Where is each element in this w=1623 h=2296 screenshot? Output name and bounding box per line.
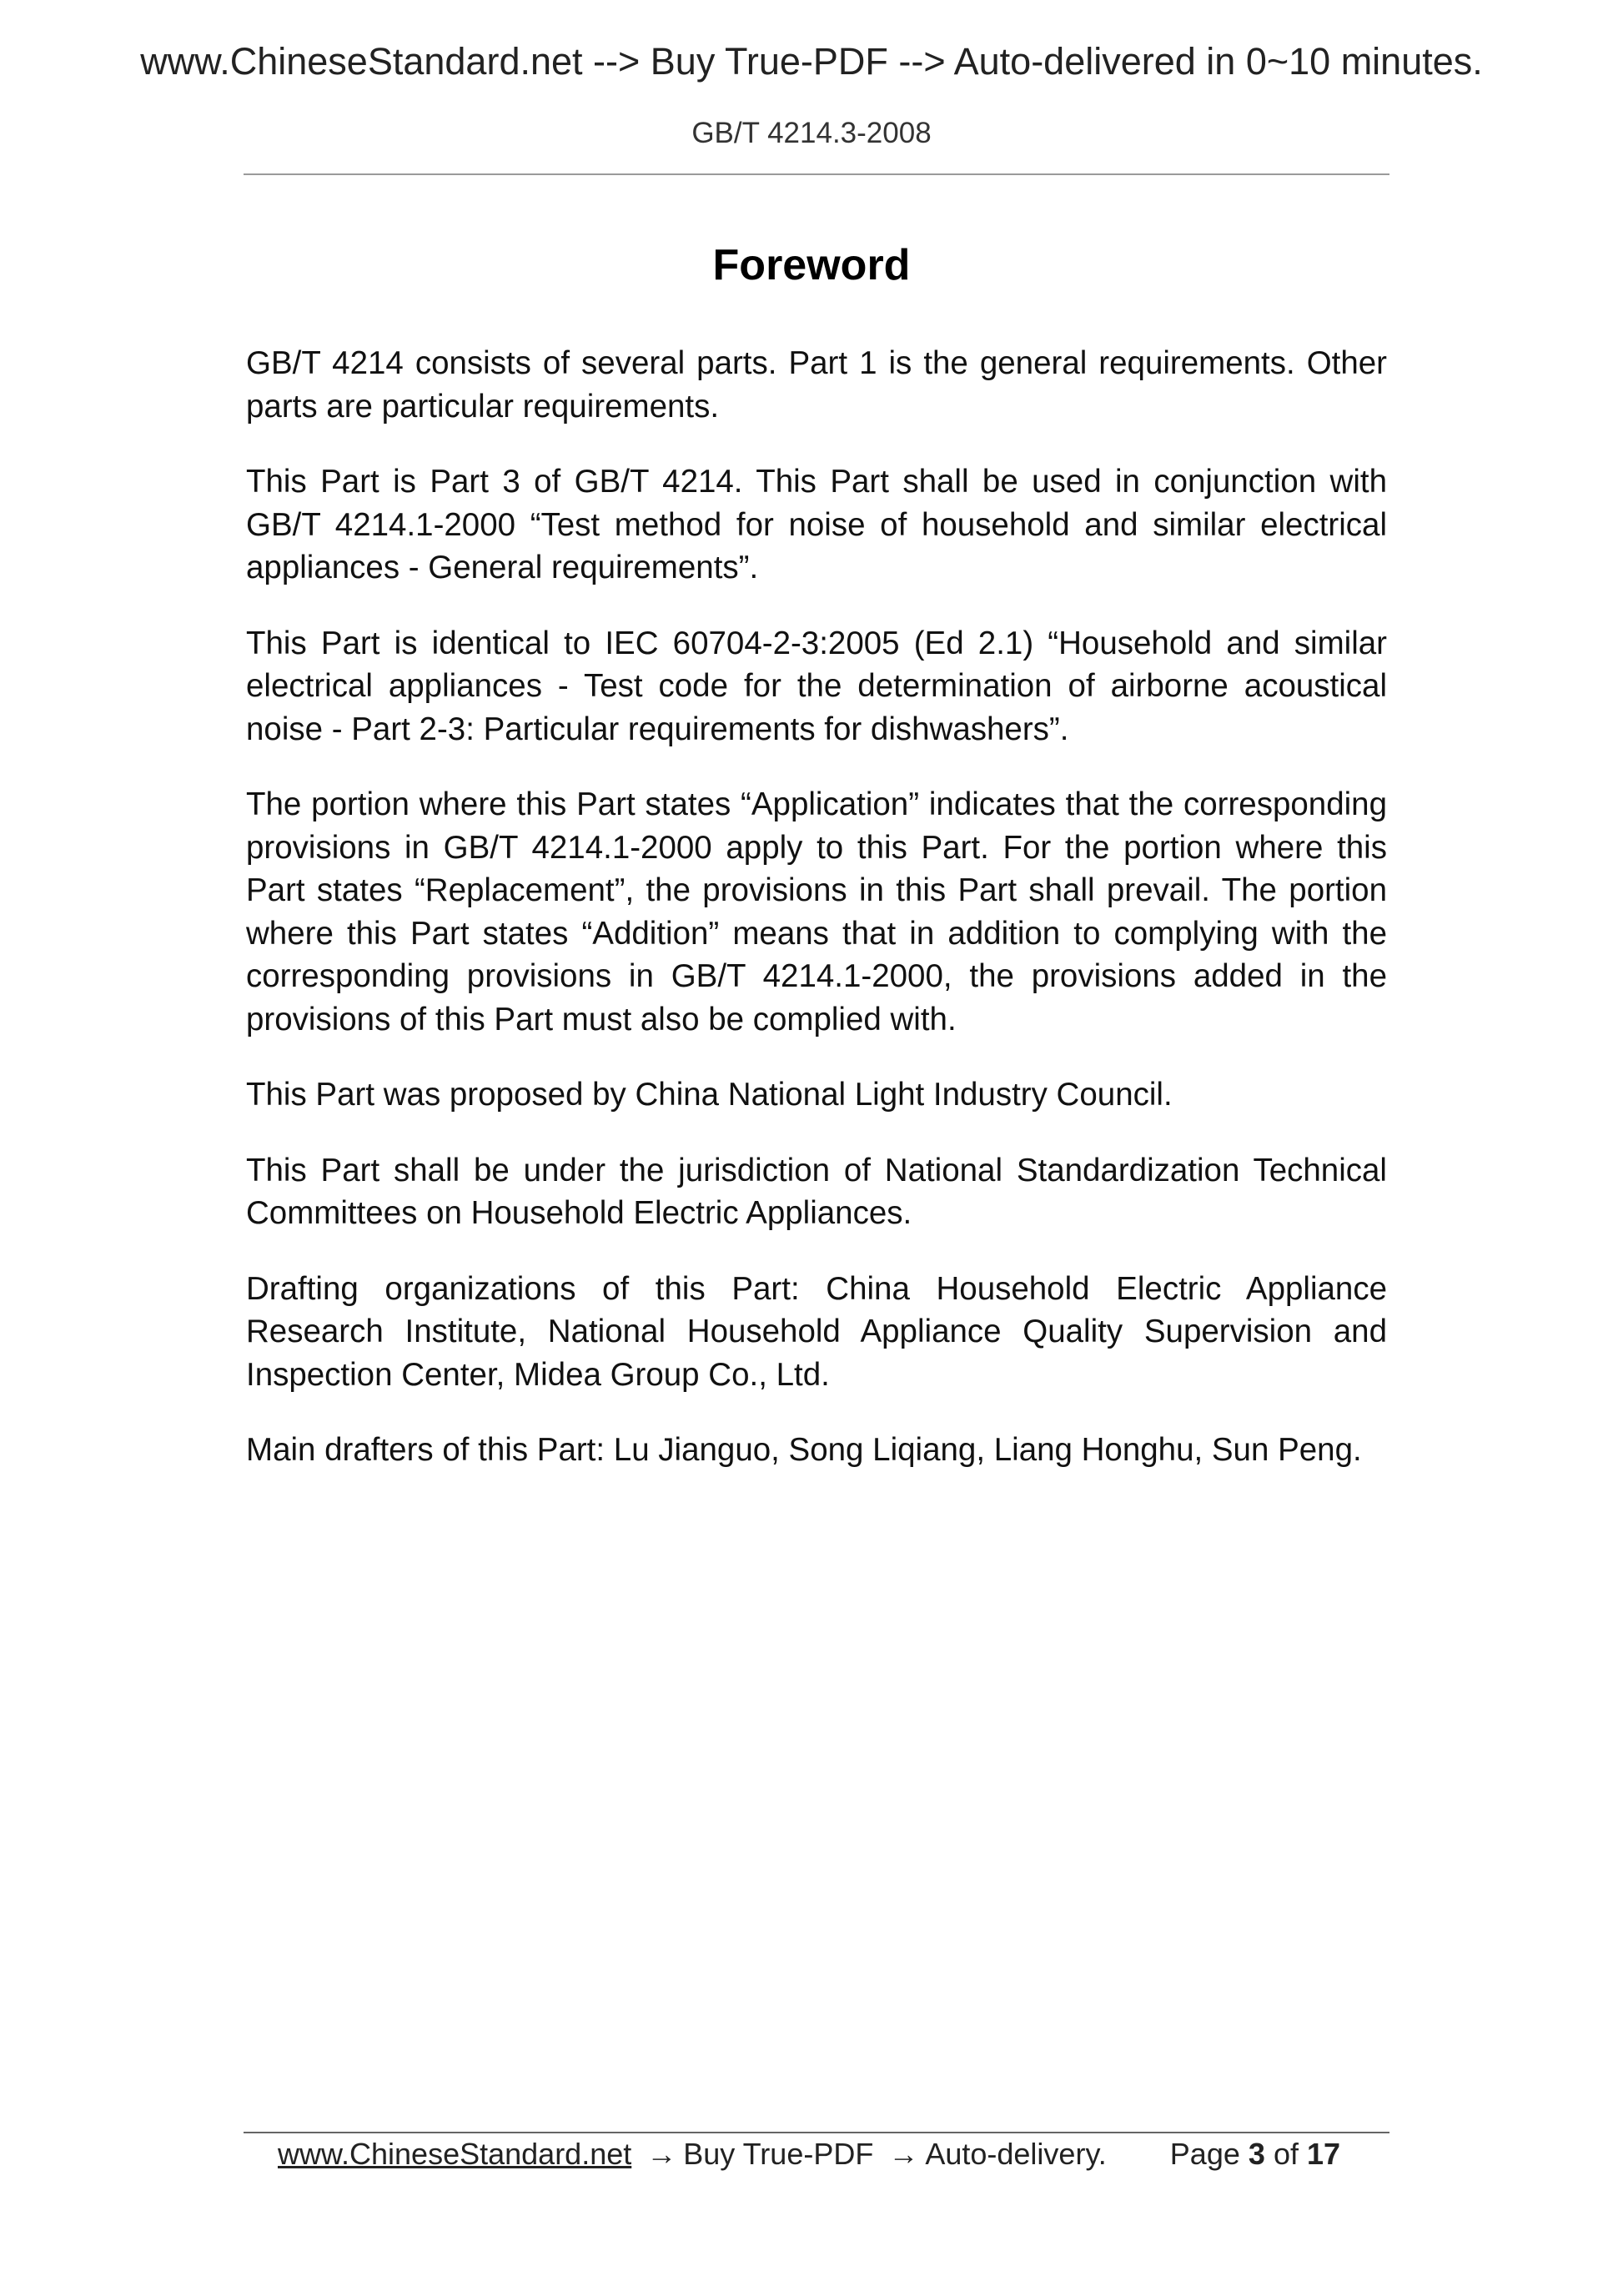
page-current: 3 <box>1248 2137 1265 2171</box>
paragraph-main-drafters: Main drafters of this Part: Lu Jianguo, Song Liqiang, Liang Honghu, Sun Peng. <box>246 1432 1362 1468</box>
paragraph-proposed-by: This Part was proposed by China National Light Industry Council. <box>246 1077 1173 1113</box>
site-banner: www.ChineseStandard.net --> Buy True-PDF --> Auto-delivered in 0~10 minutes. <box>140 40 1483 83</box>
standard-code-header: GB/T 4214.3-2008 <box>691 117 932 149</box>
paragraph-drafting-organizations: Drafting organizations of this Part: China Household Electric Appliance Research Institute, National Household Appliance Quality Supervision and Inspection Center, Midea Group Co., Ltd. <box>246 1270 1387 1393</box>
paragraph-iec-identical: This Part is identical to IEC 60704-2-3:2005 (Ed 2.1) “Household and similar electrical appliances - Test code for the determination of airborne acoustical noise - Part 2-3: Particular requirements for dishwashers”. <box>246 625 1387 747</box>
footer-delivery-text: Auto-delivery. <box>925 2137 1107 2171</box>
paragraph-jurisdiction: This Part shall be under the jurisdiction of National Standardization Technical Committees on Household Electric Appliances. <box>246 1152 1387 1231</box>
paragraph-parts: GB/T 4214 consists of several parts. Part 1 is the general requirements. Other parts are particular requirements. <box>246 345 1387 425</box>
footer-divider <box>244 2132 1389 2133</box>
page-of-label: of <box>1273 2137 1299 2171</box>
page-title: Foreword <box>712 241 911 289</box>
paragraph-part-3: This Part is Part 3 of GB/T 4214. This Part shall be used in conjunction with GB/T 4214.1-2000 “Test method for noise of household and similar electrical appliances - General requirements”. <box>246 464 1387 585</box>
footer-site-link[interactable]: www.ChineseStandard.net <box>278 2137 632 2171</box>
arrow-right-icon: → <box>646 2137 677 2171</box>
header-divider <box>244 173 1389 175</box>
arrow-right-icon: → <box>888 2137 919 2171</box>
page-total: 17 <box>1306 2137 1341 2171</box>
page-footer <box>278 2137 1340 2172</box>
page-number-info <box>1170 2137 1340 2172</box>
footer-buy-text: Buy True-PDF <box>683 2137 874 2171</box>
paragraph-application: The portion where this Part states “Application” indicates that the corresponding provisions in GB/T 4214.1-2000 apply to this Part. For the portion where this Part states “Replacement”, the provisions in this Part shall prevail. The portion where this Part states “Addition” means that in addition to complying with the corresponding provisions in GB/T 4214.1-2000, the provisions added in the provisions of this Part must also be complied with. <box>246 786 1387 1037</box>
foreword-body <box>246 342 1387 1505</box>
page-label: Page <box>1169 2137 1240 2171</box>
